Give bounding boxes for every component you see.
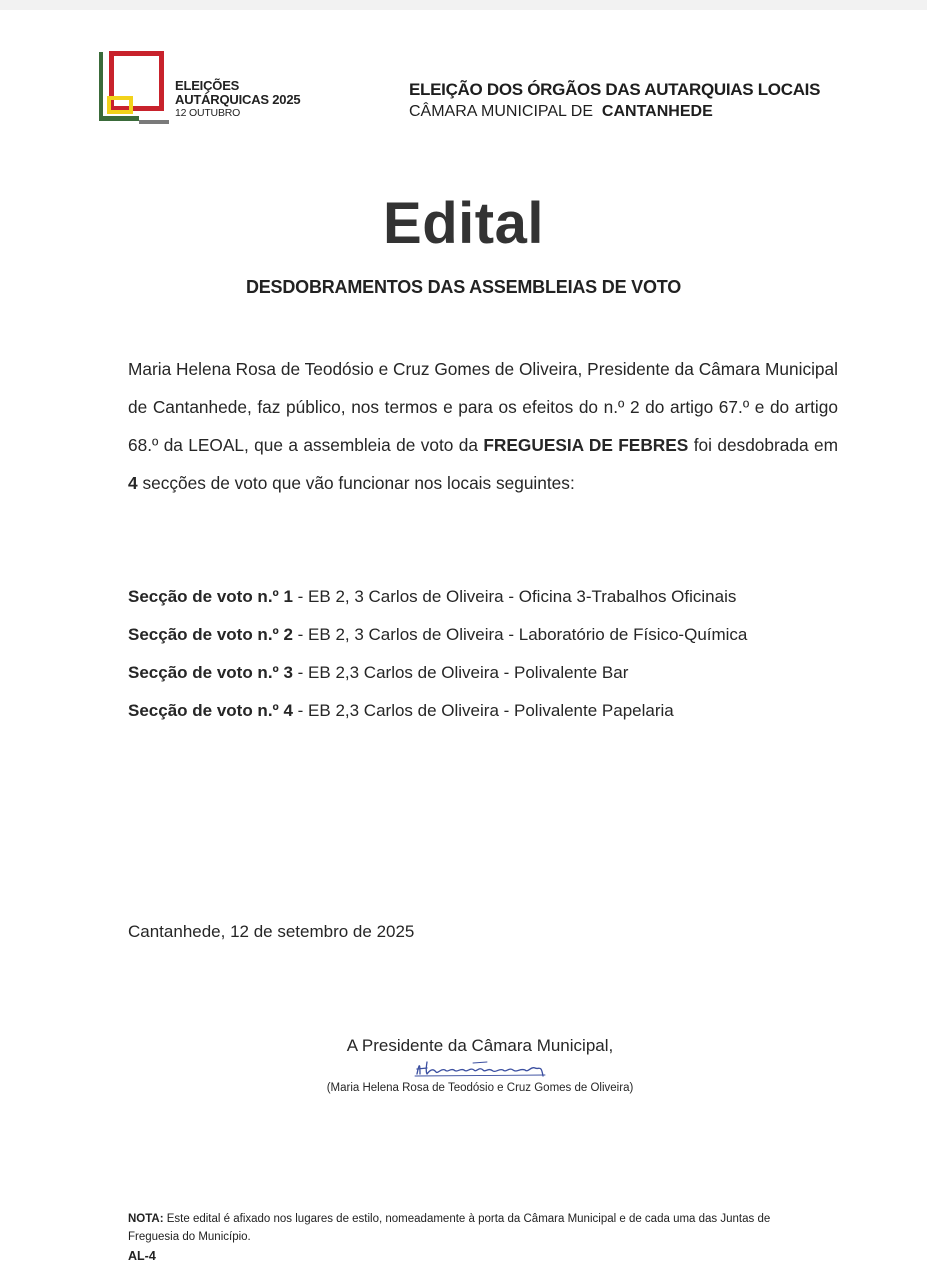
intro-part-1: Maria Helena Rosa de Teodósio e Cruz Gomes de Oliveira, Presidente da Câmara Municipal de Cantanhede, faz público, nos termos e para os efeitos do n.º 2 do artigo 67.º e do artigo 68.º da LEOAL, que a assembleia de voto da xyxy=(128,359,838,455)
logo-line-2: AUTÁRQUICAS 2025 xyxy=(175,92,301,107)
signatory-title: A Presidente da Câmara Municipal, xyxy=(346,1036,614,1055)
intro-parish: FREGUESIA DE FEBRES xyxy=(483,435,689,455)
signatory-name: (Maria Helena Rosa de Teodósio e Cruz Gomes de Oliveira) xyxy=(326,1082,634,1094)
document-header xyxy=(409,80,849,121)
footnote-label: NOTA: xyxy=(128,1213,164,1225)
section-location: - EB 2,3 Carlos de Oliveira - Polivalente Papelaria xyxy=(292,701,674,720)
document-page xyxy=(0,10,927,1280)
section-label: Secção de voto n.º 2 xyxy=(128,625,293,644)
section-location: - EB 2,3 Carlos de Oliveira - Polivalente Bar xyxy=(292,663,629,682)
list-item xyxy=(128,654,848,692)
intro-count: 4 xyxy=(128,473,138,493)
intro-part-2: foi desdobrada em xyxy=(693,435,838,455)
header-subtitle xyxy=(409,103,849,121)
logo-line-3: 12 OUTUBRO xyxy=(175,107,241,119)
section-label: Secção de voto n.º 4 xyxy=(128,701,293,720)
page-title: Edital xyxy=(383,191,544,256)
handwritten-signature-icon xyxy=(375,1058,585,1080)
logo-text xyxy=(175,79,300,119)
section-label: Secção de voto n.º 3 xyxy=(128,663,293,682)
place-date: Cantanhede, 12 de setembro de 2025 xyxy=(128,922,415,941)
voting-sections-list xyxy=(128,578,848,730)
page-subtitle: DESDOBRAMENTOS DAS ASSEMBLEIAS DE VOTO xyxy=(245,277,682,297)
list-item xyxy=(128,692,848,730)
header-municipality: CANTANHEDE xyxy=(601,103,713,120)
elections-logo-icon xyxy=(96,48,174,128)
section-location: - EB 2, 3 Carlos de Oliveira - Oficina 3-Trabalhos Oficinais xyxy=(292,587,737,606)
section-label: Secção de voto n.º 1 xyxy=(128,587,293,606)
intro-part-3: secções de voto que vão funcionar nos locais seguintes: xyxy=(142,473,575,493)
logo-line-1: ELEIÇÕES xyxy=(175,78,240,93)
header-subtitle-prefix: CÂMARA MUNICIPAL DE xyxy=(409,103,594,120)
footnote-text: Este edital é afixado nos lugares de estilo, nomeadamente à porta da Câmara Municipal e de cada uma das Juntas de Freguesia do Município. xyxy=(128,1213,771,1243)
footnote xyxy=(128,1210,808,1246)
header-title: ELEIÇÃO DOS ÓRGÃOS DAS AUTARQUIAS LOCAIS xyxy=(409,80,821,99)
signature-block xyxy=(300,1036,660,1094)
intro-paragraph xyxy=(128,350,838,502)
list-item xyxy=(128,616,848,654)
list-item xyxy=(128,578,848,616)
document-code: AL-4 xyxy=(128,1249,156,1263)
section-location: - EB 2, 3 Carlos de Oliveira - Laboratório de Físico-Química xyxy=(292,625,748,644)
